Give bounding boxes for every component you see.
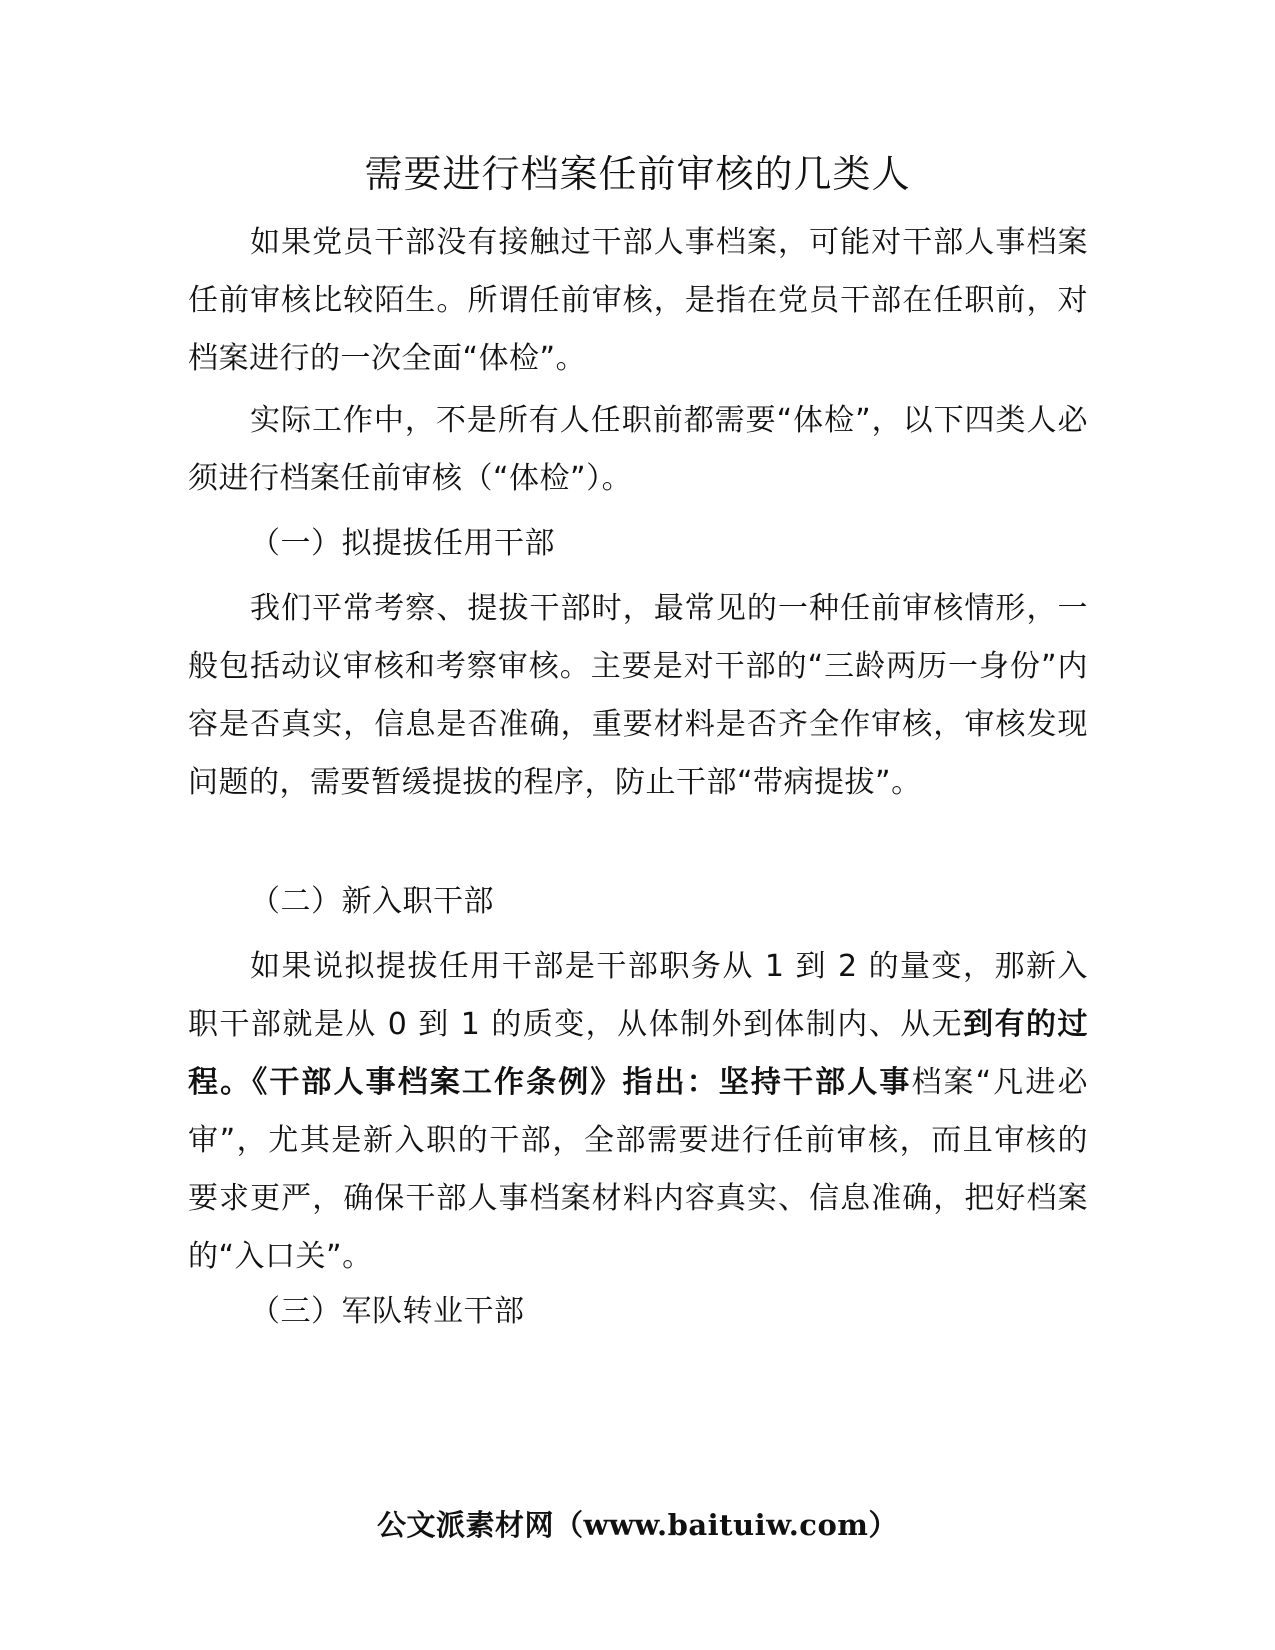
paragraph-new-hires-bold: 到有的过程。《干部人事档案工作条例》指出：坚持干部人事 [188,1007,1089,1100]
paragraph-new-hires-part-2: 档案“凡进必审”，尤其是新入职的干部，全部需要进行任前审核，而且审核的要求更严，确保干部人事档案材料内容真实、信息准确，把好档案的“入口关”。 [188,1065,1089,1274]
section-heading-3: （三）军队转业干部 [250,1294,525,1329]
section-heading-2: （二）新入职干部 [250,884,494,919]
section-heading-1: （一）拟提拔任用干部 [250,526,555,561]
paragraph-new-hires-part-1: 如果说拟提拔任用干部是干部职务从 1 到 2 的量变，那新入职干部就是从 0 到 1 的质变，从体制外到体制内、从无 [188,949,1088,1042]
paragraph-four-types: 实际工作中，不是所有人任职前都需要“体检”，以下四类人必须进行档案任前审核（“体检”）。 [188,403,1088,496]
paragraph-promotion: 我们平常考察、提拔干部时，最常见的一种任前审核情形，一般包括动议审核和考察审核。主要是对干部的“三龄两历一身份”内容是否真实，信息是否准确，重要材料是否齐全作审核，审核发现问题的，需要暂缓提拔的程序，防止干部“带病提拔”。 [188,591,1088,800]
document-title: 需要进行档案任前审核的几类人 [364,152,911,196]
footer-source: 公文派素材网（www.baituiw.com） [377,1508,898,1542]
paragraph-new-hires [188,938,1088,1286]
paragraph-intro: 如果党员干部没有接触过干部人事档案，可能对干部人事档案任前审核比较陌生。所谓任前审核，是指在党员干部在任职前，对档案进行的一次全面“体检”。 [188,225,1088,376]
